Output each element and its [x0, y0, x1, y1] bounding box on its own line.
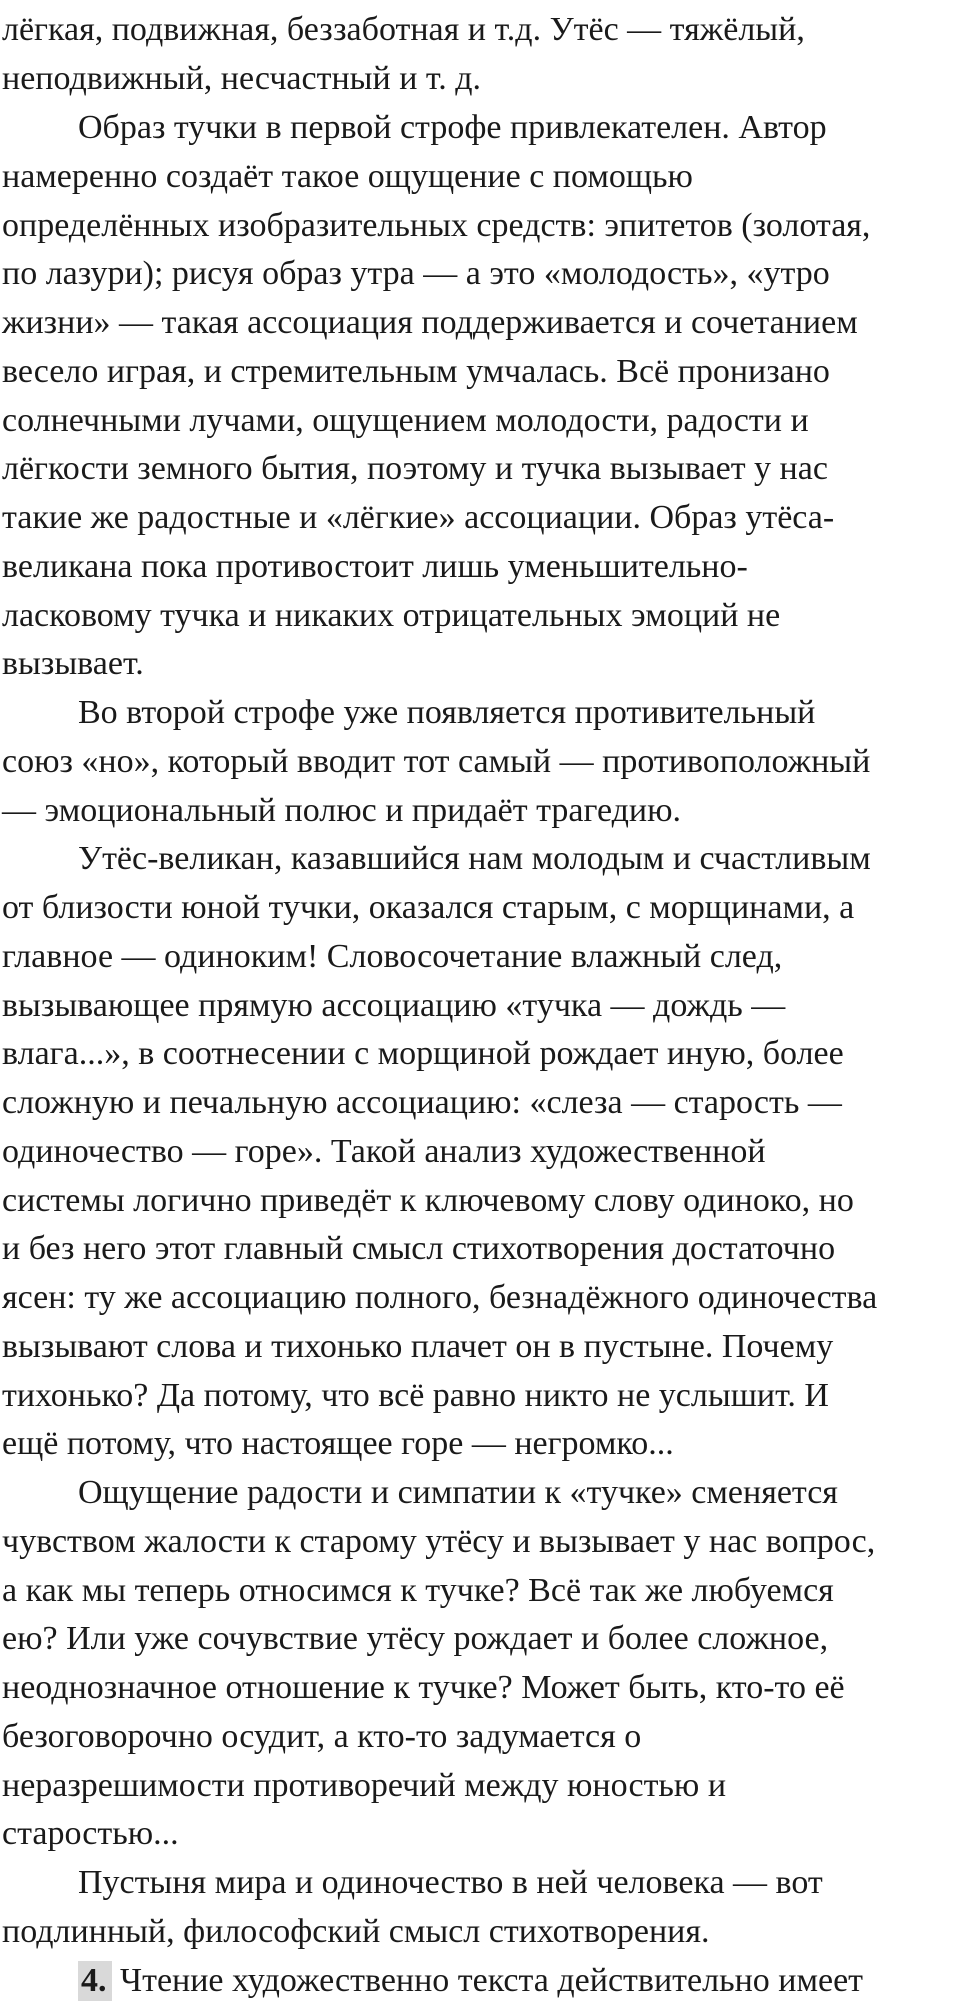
text-line: системы логично приведёт к ключевому слову одиноко, но [2, 1182, 854, 1219]
text-line: влага...», в соотнесении с морщиной рождает иную, более [2, 1035, 844, 1072]
text-line: жизни» — такая ассоциация поддерживается и сочетанием [2, 304, 858, 341]
text-line: ею? Или уже сочувствие утёсу рождает и более сложное, [2, 1620, 829, 1657]
text-line: союз «но», который вводит тот самый — противоположный [2, 743, 871, 780]
text-line: а как мы теперь относимся к тучке? Всё так же любуемся [2, 1572, 834, 1609]
paragraph-first-line: Во второй строфе уже появляется противительный [78, 694, 816, 731]
text-line: вызывает. [2, 645, 144, 682]
text-line: сложную и печальную ассоциацию: «слеза — старость — [2, 1084, 842, 1121]
text-line: чувством жалости к старому утёсу и вызывает у нас вопрос, [2, 1523, 876, 1560]
text-line: от близости юной тучки, оказался старым, с морщинами, а [2, 889, 855, 926]
text-line: определённых изобразительных средств: эпитетов (золотая, [2, 207, 871, 244]
text-line: весело играя, и стремительным умчалась. Всё пронизано [2, 353, 830, 390]
text-line: вызывают слова и тихонько плачет он в пустыне. Почему [2, 1328, 834, 1365]
paragraph-first-line: Утёс-великан, казавшийся нам молодым и счастливым [78, 840, 871, 877]
text-line: ещё потому, что настоящее горе — негромко... [2, 1425, 674, 1462]
text-line: по лазури); рисуя образ утра — а это «молодость», «утро [2, 255, 830, 292]
text-line: главное — одиноким! Словосочетание влажный след, [2, 938, 783, 975]
paragraph-first-line: Пустыня мира и одиночество в ней человека — вот [78, 1864, 823, 1901]
text-line: и без него этот главный смысл стихотворения достаточно [2, 1230, 836, 1267]
text-line: великана пока противостоит лишь уменьшительно- [2, 548, 748, 585]
paragraph-first-line: Образ тучки в первой строфе привлекателен. Автор [78, 109, 827, 146]
text-line: старостью... [2, 1815, 179, 1852]
text-line: ясен: ту же ассоциацию полного, безнадёжного одиночества [2, 1279, 878, 1316]
text-line: тихонько? Да потому, что всё равно никто не услышит. И [2, 1377, 829, 1414]
text-line: вызывающее прямую ассоциацию «тучка — дождь — [2, 987, 786, 1024]
text-line: — эмоциональный полюс и придаёт трагедию. [2, 792, 682, 829]
text-line: неразрешимости противоречий между юностью и [2, 1767, 727, 1804]
task-text: Чтение художественно текста действительно имеет [111, 1962, 864, 1999]
paragraph-first-line: Ощущение радости и симпатии к «тучке» сменяется [78, 1474, 838, 1511]
text-line: безоговорочно осудит, а кто-то задумается о [2, 1718, 642, 1755]
text-line: неоднозначное отношение к тучке? Может быть, кто-то её [2, 1669, 845, 1706]
text-line: подлинный, философский смысл стихотворения. [2, 1913, 710, 1950]
text-line: ласковому тучка и никаких отрицательных эмоций не [2, 597, 781, 634]
text-line: такие же радостные и «лёгкие» ассоциации. Образ утёса- [2, 499, 835, 536]
task-line [78, 1957, 863, 2005]
text-line: одиночество — горе». Такой анализ художественной [2, 1133, 766, 1170]
text-line: лёгкости земного бытия, поэтому и тучка вызывает у нас [2, 450, 828, 487]
task-number-badge: 4. [78, 1961, 112, 2001]
text-line: намеренно создаёт такое ощущение с помощью [2, 158, 693, 195]
text-line: лёгкая, подвижная, беззаботная и т.д. Утёс — тяжёлый, [2, 11, 805, 48]
text-line: неподвижный, несчастный и т. д. [2, 60, 481, 97]
text-line: солнечными лучами, ощущением молодости, радости и [2, 402, 809, 439]
